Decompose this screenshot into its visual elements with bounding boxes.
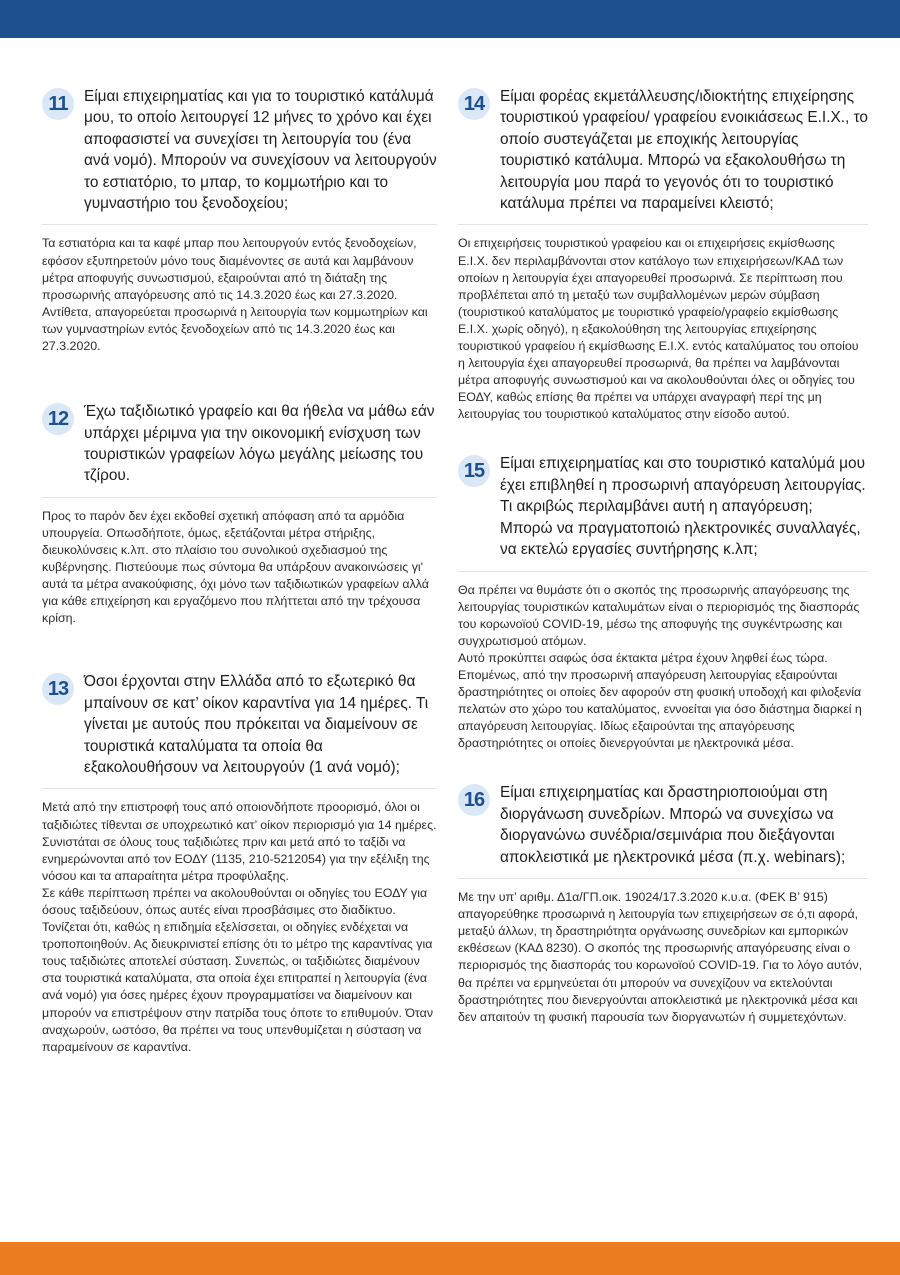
- faq-item-12: [42, 401, 437, 627]
- faq-item-13: [42, 671, 437, 1055]
- faq-item-11: [42, 86, 437, 355]
- question-text: Είμαι επιχειρηματίας και για το τουριστικό κατάλυμά μου, το οποίο λειτουργεί 12 μήνες το χρόνο και έχει αποφασιστεί να συνεχίσει τη λειτουργία του (ένα ανά νομό). Μπορούν να συνεχίσουν να λειτουργούν το εστιατόριο, το μπαρ, το κομμωτήριο και το γυμναστήριο του ξενοδοχείου;: [84, 88, 437, 213]
- answer-paragraph: Μετά από την επιστροφή τους από οποιονδήποτε προορισμό, όλοι οι ταξιδιώτες τίθενται σε υποχρεωτικό κατ’ οίκον περιορισμό για 14 ημέρες. Συνιστάται σε όλους τους ταξιδιώτες πριν και μετά από το ταξίδι να ενημερώνονται από τον ΕΟΔΥ (1135, 210-5212054) για την εξέλιξη της νόσου και τα απαραίτητα μέτρα προφύλαξης.: [42, 800, 437, 883]
- answer-paragraph: Με την υπ’ αριθμ. Δ1α/ΓΠ.οικ. 19024/17.3.2020 κ.υ.α. (ΦΕΚ Β’ 915) απαγορεύθηκε προσωρινά η λειτουργία των επιχειρήσεων σε ό,τι αφορά, μεταξύ άλλων, τη δραστηριότητα οργάνωσης συνεδρίων και εμπορικών εκθέσεων (ΚΑΔ 8230). Ο σκοπός της προσωρινής απαγόρευσης είναι ο περιορισμός της διασποράς του κορωνοϊού COVID-19. Για το λόγο αυτόν, θα πρέπει να ερμηνεύεται ότι μπορούν να συνεχίζουν να εκτελούνται δραστηριότητες που διενεργούνται αποκλειστικά με ηλεκτρονικά μέσα και δεν απαιτούν τη φυσική παρουσία των διοργανωτών ή συμμετεχόντων.: [458, 890, 863, 1024]
- faq-item-14: [458, 86, 868, 423]
- question-text: Είμαι φορέας εκμετάλλευσης/ιδιοκτήτης επιχείρησης τουριστικού γραφείου/ γραφείου ενοικιάσεως Ε.Ι.Χ., το οποίο συστεγάζεται με εποχικής λειτουργίας τουριστικό κατάλυμα. Μπορώ να εξακολουθήσω τη λειτουργία μου παρά το γεγονός ότι το τουριστικό κατάλυμα πρέπει να παραμείνει κλειστό;: [500, 88, 868, 213]
- answer-text: [42, 235, 437, 355]
- answer-text: [458, 582, 868, 753]
- answer-paragraph: Θα πρέπει να θυμάστε ότι ο σκοπός της προσωρινής απαγόρευσης της λειτουργίας τουριστικών καταλυμάτων είναι ο περιορισμός της διασποράς του κορωνοϊού COVID-19, μέσω της αποφυγής της συγκέντρωσης και συγχρωτισμού ατόμων.: [458, 582, 860, 648]
- top-color-bar: [0, 0, 900, 38]
- faq-item-15: [458, 453, 868, 752]
- answer-text: [458, 235, 868, 423]
- answer-text: [42, 799, 437, 1055]
- answer-paragraph: Σε κάθε περίπτωση πρέπει να ακολουθούνται οι οδηγίες του ΕΟΔΥ για όσους ταξιδεύουν, όπως αυτές είναι προσβάσιμες στο διαδίκτυο. Τονίζεται ότι, καθώς η επιδημία εξελίσσεται, οι οδηγίες ενδέχεται να τροποποιηθούν. Ας διευκρινιστεί επίσης ότι το μέτρο της καραντίνας για τους ταξιδιώτες αποτελεί σύσταση. Συνεπώς, οι ταξιδιώτες διαμένουν στα τουριστικά καταλύματα, στα οποία έχει επιτραπεί η λειτουργία (ένα ανά νομό) για όσες ημέρες έχουν προγραμματίσει να διαμείνουν και μπορούν να επιστρέψουν στην πατρίδα τους όποτε το επιθυμούν. Όταν αναχωρούν, ωστόσο, θα πρέπει να τους υπενθυμίζεται η σύσταση να παραμείνουν σε καραντίνα.: [42, 885, 434, 1054]
- faq-item-16: [458, 782, 868, 1025]
- question-text: Είμαι επιχειρηματίας και στο τουριστικό καταλύμά μου έχει επιβληθεί η προσωρινή απαγόρευση λειτουργίας. Τι ακριβώς περιλαμβάνει αυτή η απαγόρευση; Μπορώ να πραγματοποιώ ηλεκτρονικές συναλλαγές, να εκτελώ εργασίες συντήρησης κ.λπ;: [500, 455, 866, 559]
- question-text: Έχω ταξιδιωτικό γραφείο και θα ήθελα να μάθω εάν υπάρχει μέριμνα για την οικονομική ενίσχυση των τουριστικών γραφείων λόγω μεγάλης μείωσης του τζίρου.: [84, 403, 435, 485]
- question-number-badge: 11: [42, 88, 74, 120]
- bottom-color-bar: [0, 1242, 900, 1275]
- answer-text: [458, 889, 868, 1026]
- divider: [458, 224, 868, 225]
- question-number-badge: 15: [458, 455, 490, 487]
- divider: [458, 878, 868, 879]
- divider: [42, 788, 437, 789]
- answer-paragraph: Τα εστιατόρια και τα καφέ μπαρ που λειτουργούν εντός ξενοδοχείων, εφόσον εξυπηρετούν μόνο τους διαμένοντες σε αυτά και λαμβάνουν μέτρα αποφυγής συνωστισμού, εξαιρούνται από τη διάταξη της προσωρινής απαγόρευσης από τις 14.3.2020 έως και 27.3.2020. Αντίθετα, απαγορεύεται προσωρινά η λειτουργία των κομμωτηρίων και των γυμναστηρίων εντός ξενοδοχείων από τις 14.3.2020 έως και 27.3.2020.: [42, 236, 428, 353]
- question-number-badge: 14: [458, 88, 490, 120]
- right-column: [458, 86, 868, 1026]
- left-column: [42, 86, 437, 1056]
- question-text: Όσοι έρχονται στην Ελλάδα από το εξωτερικό θα μπαίνουν σε κατ’ οίκον καραντίνα για 14 ημέρες. Τι γίνεται με αυτούς που πρόκειται να διαμείνουν σε τουριστικά καταλύματα τα οποία θα εξακολουθήσουν να λειτουργούν (1 ανά νομό);: [84, 673, 429, 776]
- answer-paragraph: Αυτό προκύπτει σαφώς όσα έκτακτα μέτρα έχουν ληφθεί έως τώρα. Επομένως, από την προσωρινή απαγόρευση λειτουργίας εξαιρούνται δραστηριότητες οι οποίες δεν αφορούν στη φυσική υποδοχή και φιλοξενία πελατών στο χώρο του καταλύματος, εννοείται για όσο διάστημα διαρκεί η απαγόρευση λειτουργίας. Ιδίως εξαιρούνται της απαγόρευσης δραστηριότητες οι οποίες διενεργούνται με ηλεκτρονικά μέσα.: [458, 650, 862, 751]
- divider: [42, 497, 437, 498]
- answer-text: [42, 508, 437, 628]
- question-number-badge: 13: [42, 673, 74, 705]
- question-number-badge: 16: [458, 784, 490, 816]
- question-number-badge: 12: [42, 403, 74, 435]
- question-text: Είμαι επιχειρηματίας και δραστηριοποιούμαι στη διοργάνωση συνεδρίων. Μπορώ να συνεχίσω να διοργανώνω συνέδρια/σεμινάρια που διεξάγονται αποκλειστικά με ηλεκτρονικά μέσα (π.χ. webinars);: [500, 784, 846, 866]
- divider: [458, 571, 868, 572]
- answer-paragraph: Προς το παρόν δεν έχει εκδοθεί σχετική απόφαση από τα αρμόδια υπουργεία. Οπωσδήποτε, όμως, εξετάζονται μέτρα στήριξης, διευκολύνσεις κ.λπ. στο πλαίσιο του συνολικού σχεδιασμού της κυβέρνησης. Πιστεύουμε πως σύντομα θα υπάρξουν ανακοινώσεις γι' αυτά τα μέτρα ανακούφισης, όχι μόνο των ταξιδιωτικών γραφείων αλλά για κάθε επιχείρηση και εργαζόμενο που πλήττεται από την τρέχουσα κρίση.: [42, 508, 429, 626]
- divider: [42, 224, 437, 225]
- answer-paragraph: Οι επιχειρήσεις τουριστικού γραφείου και οι επιχειρήσεις εκμίσθωσης Ε.Ι.Χ. δεν περιλαμβάνονται στον κατάλογο των επιχειρήσεων/ΚΑΔ των οποίων η λειτουργία έχει απαγορευθεί προσωρινά. Σε περίπτωση που προβλέπεται από τη μεταξύ των συμβαλλομένων μερών σύμβαση (τουριστικού καταλύματος με τουριστικό γραφείο/γραφείο εκμίσθωσης Ε.Ι.Χ. χωρίς οδηγό), η εξακολούθηση της λειτουργίας επιχείρησης τουριστικού γραφείου ή εκμίσθωσης Ε.Ι.Χ. εντός καταλύματος του οποίου η λειτουργία έχει απαγορευθεί προσωρινά, θα πρέπει να λαμβάνονται μέτρα αποφυγής συνωστισμού και να ακολουθούνται όλες οι οδηγίες του ΕΟΔΥ, καθώς επίσης θα πρέπει να υπάρχει αναγραφή περί της μη λειτουργίας του τουριστικού καταλύματος στην είσοδο αυτού.: [458, 236, 859, 422]
